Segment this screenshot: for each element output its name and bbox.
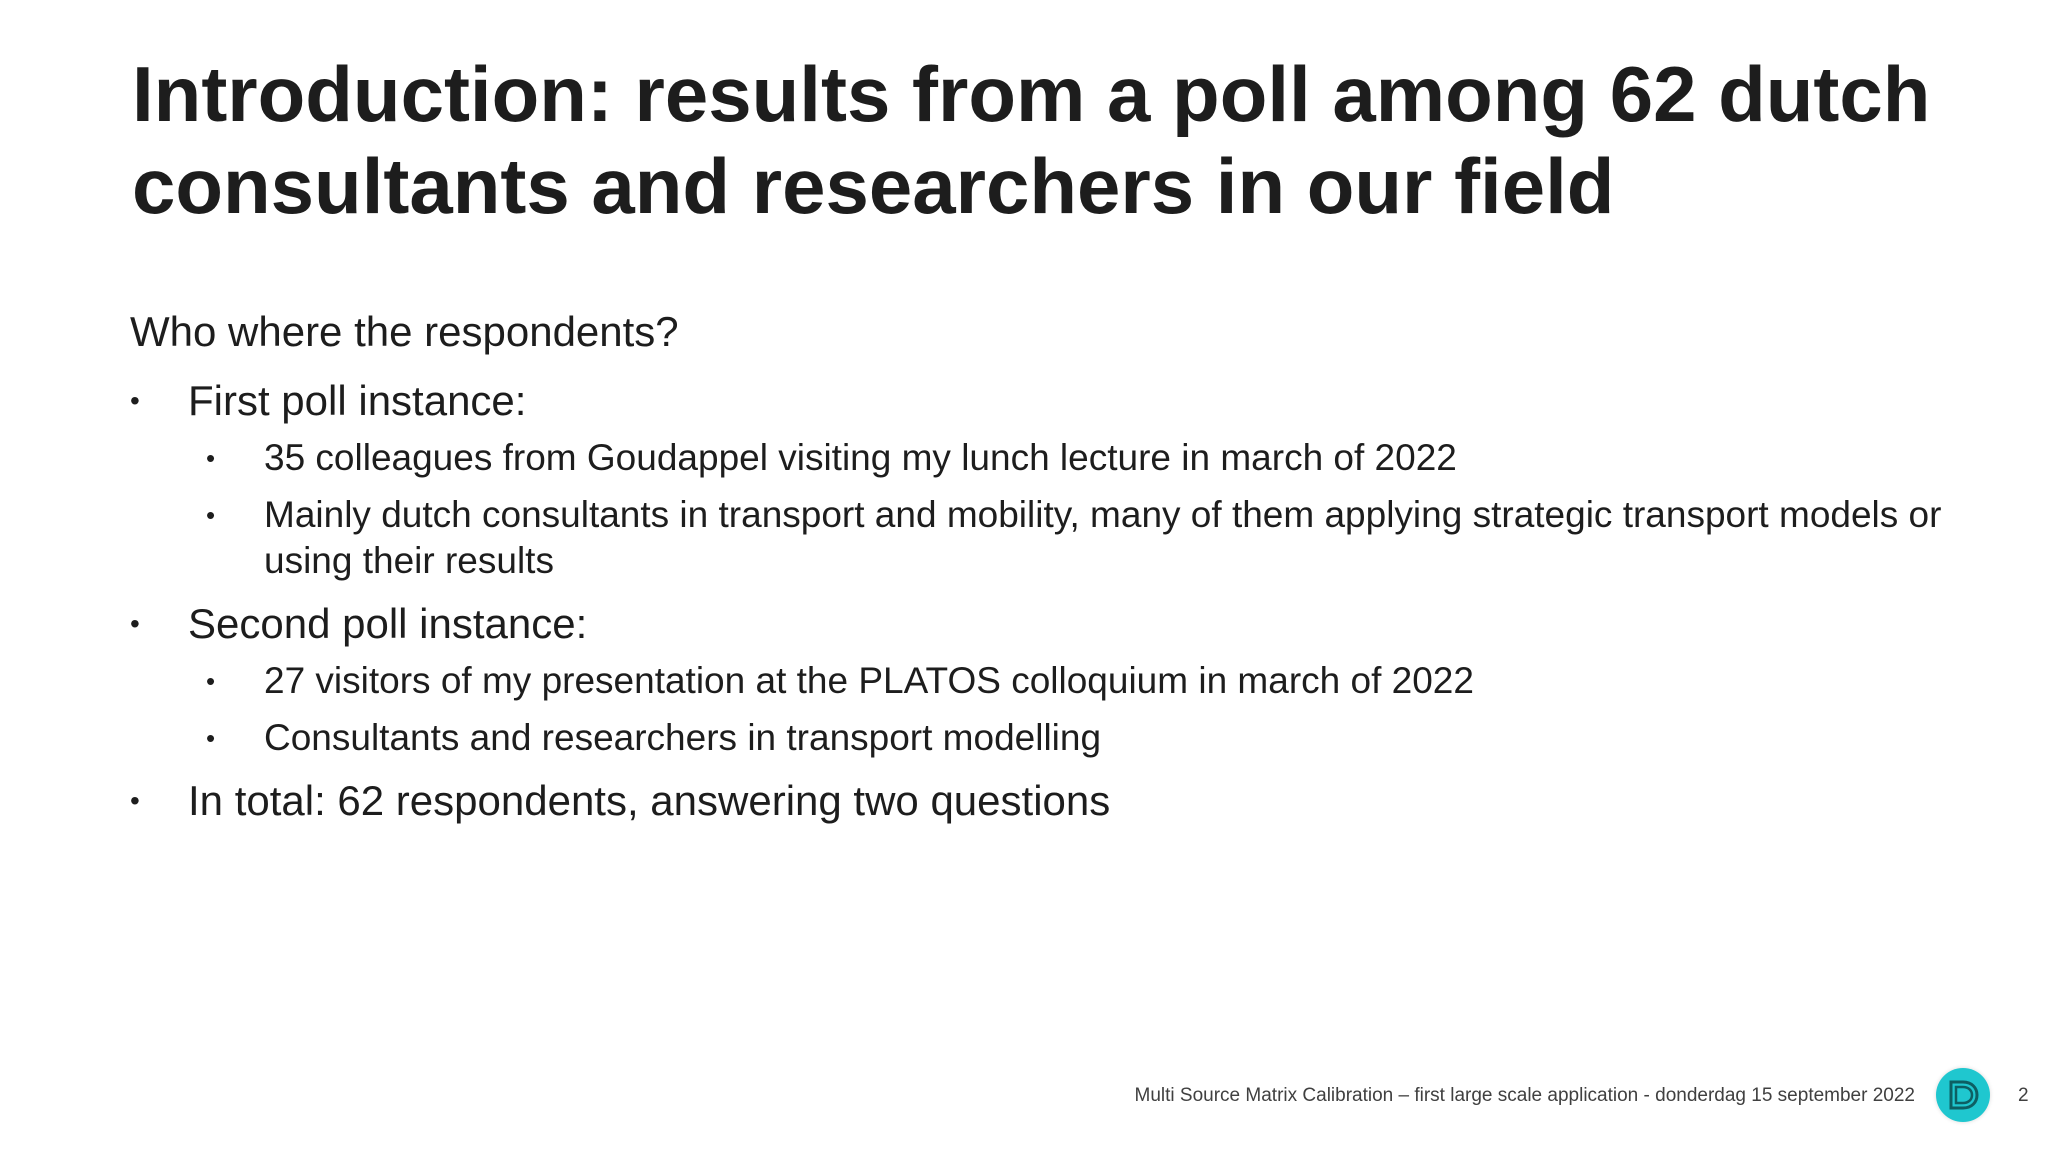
sub-list-item-text: Mainly dutch consultants in transport and mobility, many of them applying strategic transport models or using their results — [264, 494, 1942, 581]
sub-list — [130, 435, 1942, 584]
list-item-first-poll — [130, 375, 1930, 427]
footer-text: Multi Source Matrix Calibration – first large scale application - donderdag 15 september 2022 — [1134, 1085, 1915, 1106]
bullet-icon: • — [206, 666, 216, 696]
sub-list-item — [130, 658, 1984, 704]
sub-list-item — [130, 435, 1984, 481]
bullet-icon: • — [206, 500, 216, 530]
list-item-total — [130, 775, 1930, 827]
list-item-text: In total: 62 respondents, answering two questions — [188, 777, 1111, 824]
sub-list-item-text: 27 visitors of my presentation at the PLATOS colloquium in march of 2022 — [264, 660, 1474, 701]
slide-title: Introduction: results from a poll among 62 dutch consultants and researchers in our field — [132, 50, 1931, 230]
d-logo-icon — [1936, 1068, 1990, 1122]
page-number: 2 — [2018, 1085, 2029, 1106]
list-item-text: First poll instance: — [188, 377, 527, 424]
list-item-second-poll — [130, 598, 1930, 650]
slide-footer — [0, 1080, 2048, 1120]
bullet-icon: • — [206, 443, 216, 473]
sub-list-item — [130, 715, 1984, 761]
bullet-icon: • — [130, 608, 140, 639]
bullet-list — [130, 375, 1942, 827]
sub-list-item — [130, 492, 1984, 584]
list-item-text: Second poll instance: — [188, 600, 588, 647]
sub-list — [130, 658, 1930, 761]
bullet-icon: • — [130, 385, 140, 416]
d-logo-icon-glyph — [1936, 1068, 1990, 1122]
bullet-icon: • — [206, 723, 216, 753]
bullet-icon: • — [130, 785, 140, 816]
intro-text: Who where the respondents? — [130, 308, 679, 355]
sub-list-item-text: 35 colleagues from Goudappel visiting my lunch lecture in march of 2022 — [264, 437, 1457, 478]
sub-list-item-text: Consultants and researchers in transport modelling — [264, 717, 1102, 758]
